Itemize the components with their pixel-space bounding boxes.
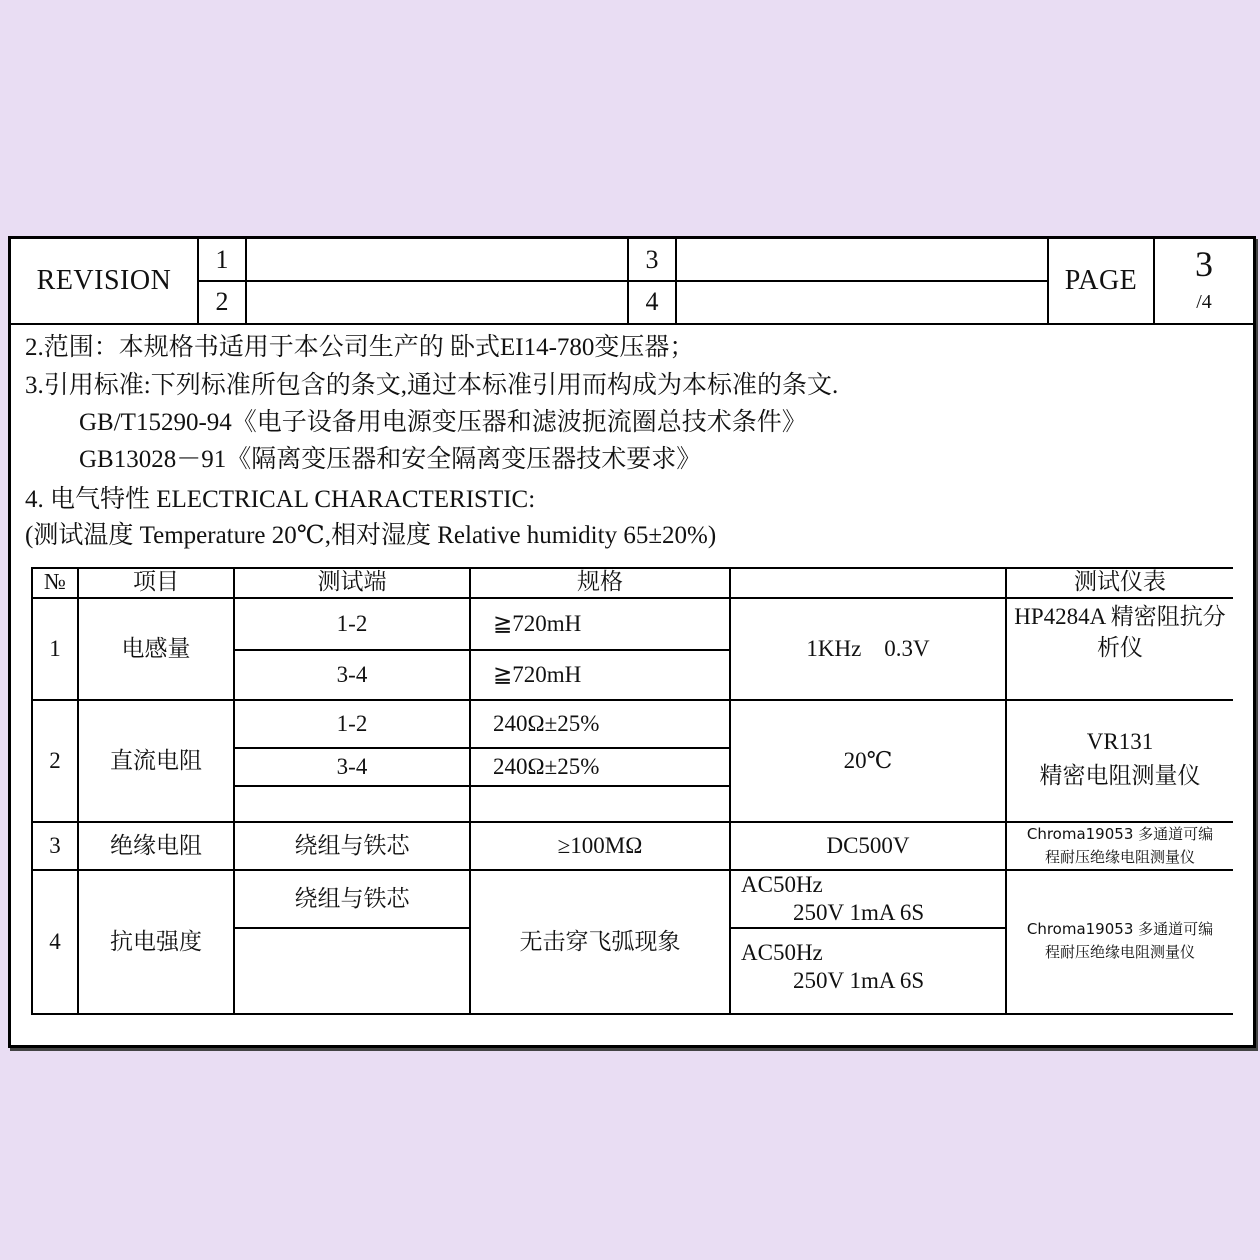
row4-condition-2 [731,939,1005,1013]
row2-terminal-b: 3-4 [336,754,368,780]
row4-terminal: 绕组与铁芯 [294,886,410,912]
row1-instrument: HP4284A 精密阻抗分析仪 [1014,604,1226,661]
row3-instrument-line1: Chroma19053 多通道可编 [1026,824,1214,843]
row3-item: 绝缘电阻 [110,833,202,859]
standard-gbt15290: GB/T15290-94《电子设备用电源变压器和滤波扼流圈总技术条件》 [79,409,807,436]
row4-no: 4 [49,929,61,955]
rev-4-value [677,281,1047,323]
row4-condition-2-level: 250V 1mA 6S [793,967,925,993]
row2-condition: 20℃ [843,748,893,774]
row4-instrument-line1: Chroma19053 多通道可编 [1026,919,1214,938]
row1-terminal-b: 3-4 [336,662,368,688]
row1-item: 电感量 [121,636,191,662]
row2-terminal-a: 1-2 [336,711,368,737]
row1-spec-a: ≧720mH [493,611,582,637]
row3-terminal: 绕组与铁芯 [294,833,410,859]
row3-spec: ≥100MΩ [557,833,643,859]
row1-spec-b: ≧720mH [493,662,582,688]
row4-condition-1 [731,871,1005,927]
row2-instrument-model: VR131 [1086,729,1154,755]
test-conditions: (测试温度 Temperature 20℃,相对湿度 Relative humidity 65±20%) [25,522,717,549]
row2-instrument-name: 精密电阻测量仪 [1039,763,1201,789]
row3-no: 3 [49,833,61,859]
rev-2-number: 2 [215,287,229,316]
rev-3-number: 3 [645,245,659,274]
row2-no: 2 [49,748,61,774]
rev-2-value [247,281,627,323]
scope-line: 2.范围：本规格书适用于本公司生产的 卧式EI14-780变压器； [25,334,695,361]
row4-instrument-line2: 程耐压绝缘电阻测量仪 [1044,942,1195,961]
rev-1-value [247,239,627,281]
col-header-spec: 规格 [577,569,623,595]
row4-item: 抗电强度 [110,929,202,955]
row2-spec-b: 240Ω±25% [493,754,600,780]
page-number: 3 [1195,244,1213,284]
page-label: PAGE [1064,265,1138,296]
revision-header [11,239,1253,325]
standard-gb13028: GB13028－91《隔离变压器和安全隔离变压器技术要求》 [79,446,702,473]
row4-condition-1-level: 250V 1mA 6S [793,899,925,925]
page-total: /4 [1196,290,1212,313]
electrical-heading: 4. 电气特性 ELECTRICAL CHARACTERISTIC: [25,486,536,513]
row4-condition-1-freq: AC50Hz [741,872,823,897]
row1-terminal-a: 1-2 [336,611,368,637]
row3-condition: DC500V [826,833,910,859]
row4-spec: 无击穿飞弧现象 [519,929,681,955]
col-header-item: 项目 [133,569,179,595]
rev-1-number: 1 [215,245,229,274]
standards-line: 3.引用标准:下列标准所包含的条文,通过本标准引用而构成为本标准的条文. [25,372,839,399]
col-header-no: № [44,569,66,595]
row2-item: 直流电阻 [110,748,202,774]
col-header-terminal: 测试端 [317,569,387,595]
rev-4-number: 4 [645,287,659,316]
row4-condition-2-freq: AC50Hz [741,940,823,965]
col-header-instrument: 测试仪表 [1074,569,1166,595]
revision-label: REVISION [36,265,172,296]
col-header-condition [731,567,1005,597]
row1-condition: 1KHz 0.3V [806,636,930,662]
row3-instrument-line2: 程耐压绝缘电阻测量仪 [1044,847,1195,866]
spec-sheet [8,236,1256,1048]
row2-spec-a: 240Ω±25% [493,711,600,737]
row1-no: 1 [49,636,61,662]
rev-3-value [677,239,1047,281]
